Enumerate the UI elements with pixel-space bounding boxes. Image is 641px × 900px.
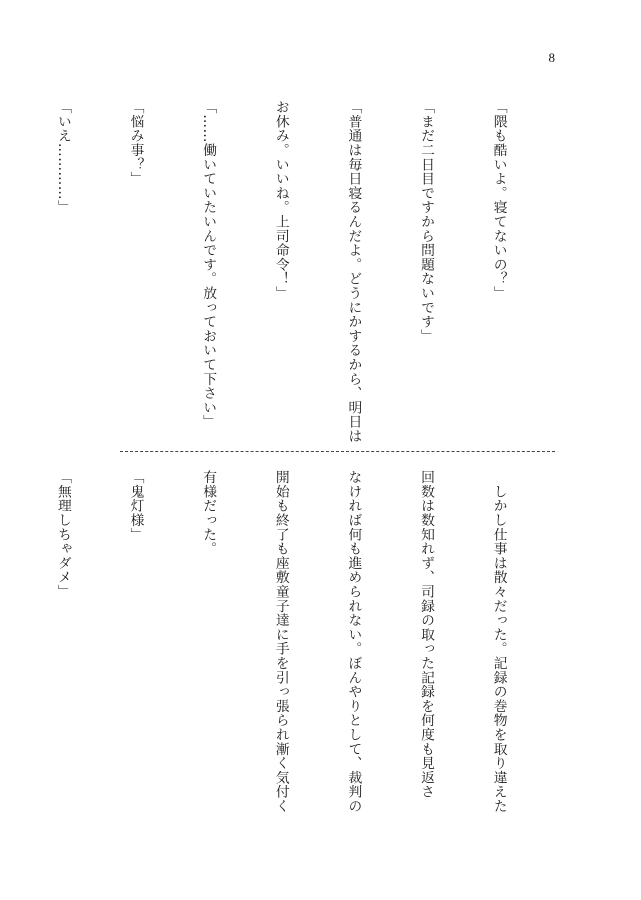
page-number: 8	[548, 50, 555, 65]
text-line: しかし仕事は散々だった。記録の巻物を取り違えた	[490, 470, 507, 814]
text-line: 有様だった。	[200, 470, 217, 556]
text-line: 「悩み事？」	[127, 100, 144, 186]
text-line: 開始も終了も座敷童子達に手を引っ張られ漸く気付く	[272, 470, 289, 814]
text-line: なければ何も進められない。ぼんやりとして、裁判の	[345, 470, 362, 814]
text-line: 「まだ二日目ですから問題ないです」	[417, 100, 434, 344]
text-line: 「隈も酷いよ。寝てないの？」	[490, 100, 507, 301]
text-line: お休み。いいね。上司命令！」	[272, 100, 289, 301]
text-line: 「普通は毎日寝るんだよ。どうにかするから、明日は	[345, 100, 362, 444]
text-line	[0, 470, 2, 842]
text-line: 「いえ…………」	[54, 100, 71, 215]
text-line: 回数は数知れず、司録の取った記録を何度も見返さ	[417, 470, 434, 799]
top-text-block	[54, 100, 559, 444]
text-line: 「無理しちゃダメ」	[54, 470, 71, 599]
section-divider	[120, 451, 555, 452]
text-line: 「鬼灯様」	[127, 470, 144, 542]
text-line: 「……働いていたいんです。放っておいて下さい」	[200, 100, 217, 429]
bottom-text-block	[54, 470, 559, 842]
blank-line	[0, 100, 2, 440]
